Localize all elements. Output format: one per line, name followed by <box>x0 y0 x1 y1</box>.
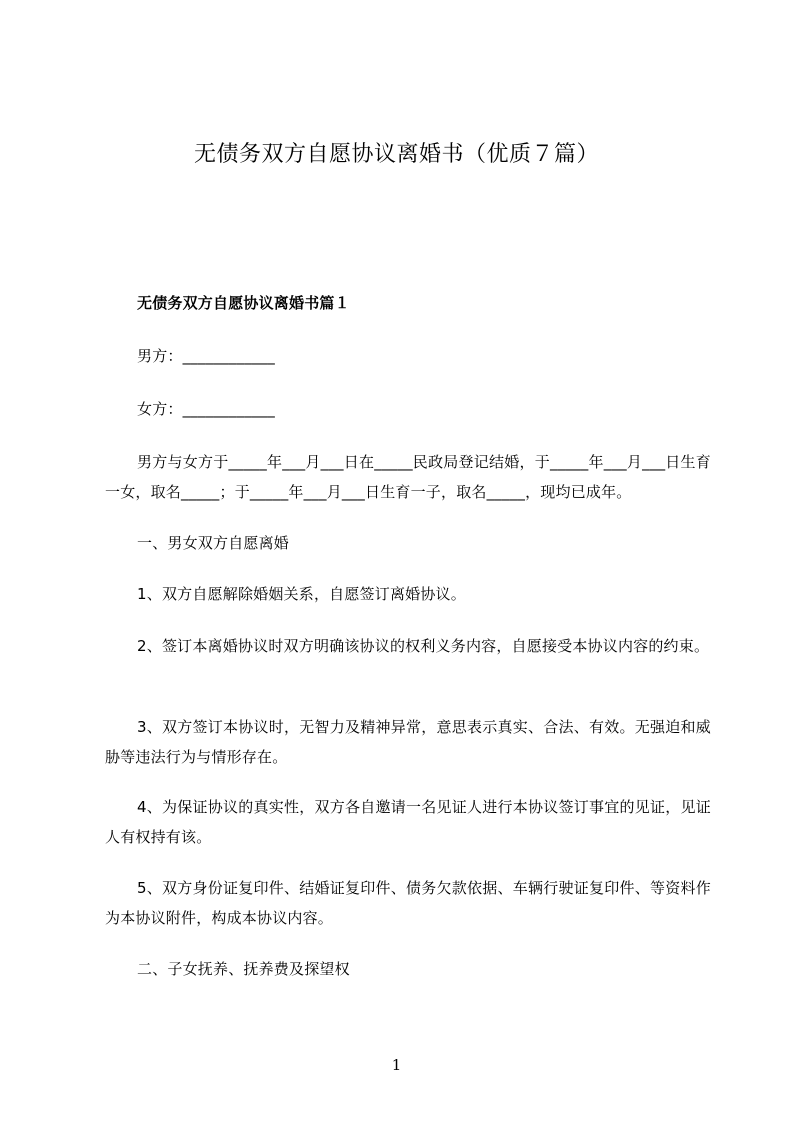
section-heading: 无债务双方自愿协议离婚书篇１ <box>137 294 350 312</box>
male-party-line: 男方：____________ <box>137 347 276 365</box>
clause-1: 1、双方自愿解除婚姻关系，自愿签订离婚协议。 <box>137 585 466 603</box>
clause-5: 5、双方身份证复印件、结婚证复印件、债务欠款依据、车辆行驶证复印件、等资料作为本协议附件，构成本协议内容。 <box>105 879 711 927</box>
page-number: 1 <box>391 1056 402 1074</box>
intro-paragraph: 男方与女方于_____年___月___日在_____民政局登记结婚，于_____年___月___日生育一女，取名_____；于_____年___月___日生育一子，取名_____，现均已成年。 <box>105 453 711 501</box>
female-party-line: 女方：____________ <box>137 400 276 418</box>
clause-2: 2、签订本离婚协议时双方明确该协议的权利义务内容，自愿接受本协议内容的约束。 <box>137 637 710 655</box>
document-title: 无债务双方自愿协议离婚书（优质７篇） <box>193 142 599 167</box>
clause-3: 3、双方签订本协议时，无智力及精神异常，意思表示真实、合法、有效。无强迫和威胁等违法行为与情形存在。 <box>105 718 711 766</box>
heading-two: 二、子女抚养、抚养费及探望权 <box>137 960 350 978</box>
clause-4: 4、为保证协议的真实性，双方各自邀请一名见证人进行本协议签订事宜的见证，见证人有权持有该。 <box>105 798 711 846</box>
heading-one: 一、男女双方自愿离婚 <box>137 534 290 552</box>
